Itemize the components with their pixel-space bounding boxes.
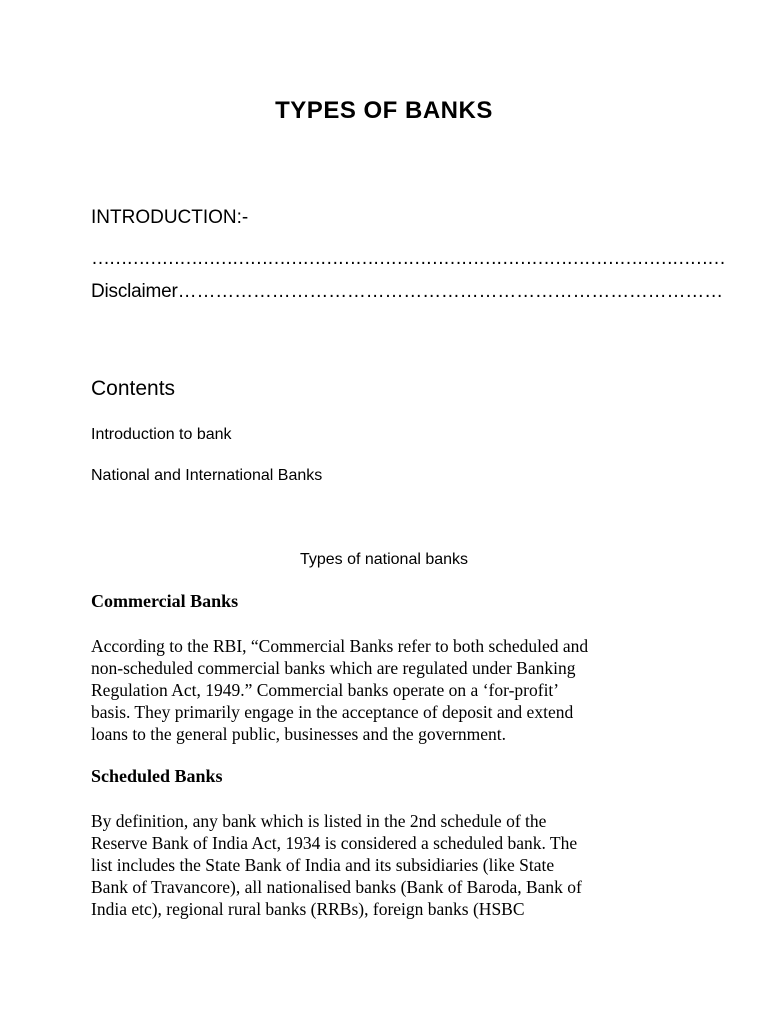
section-subheading: Types of national banks <box>299 551 469 568</box>
paragraph-line: Reserve Bank of India Act, 1934 is considered a scheduled bank. The <box>91 833 578 853</box>
paragraph-line: According to the RBI, “Commercial Banks refer to both scheduled and <box>91 636 589 656</box>
scheduled-banks-paragraph <box>91 810 691 920</box>
paragraph-line: basis. They primarily engage in the acceptance of deposit and extend <box>91 702 574 722</box>
paragraph-line: list includes the State Bank of India and its subsidiaries (like State <box>91 855 555 875</box>
introduction-dotted-line: ……………………………………………………………………………………………… <box>91 248 725 269</box>
contents-item-national-international: National and International Banks <box>91 467 323 484</box>
paragraph-line: Bank of Travancore), all nationalised banks (Bank of Baroda, Bank of <box>91 877 582 897</box>
document-title: TYPES OF BANKS <box>275 97 493 124</box>
contents-item-introduction: Introduction to bank <box>91 426 232 443</box>
paragraph-line: loans to the general public, businesses and the government. <box>91 724 507 744</box>
paragraph-line: India etc), regional rural banks (RRBs), foreign banks (HSBC <box>91 899 525 919</box>
paragraph-line: Regulation Act, 1949.” Commercial banks operate on a ‘for-profit’ <box>91 680 560 700</box>
disclaimer-line: Disclaimer…………………………………………………………………………… <box>91 281 723 302</box>
commercial-banks-paragraph <box>91 635 691 745</box>
paragraph-line: By definition, any bank which is listed in the 2nd schedule of the <box>91 811 547 831</box>
contents-heading: Contents <box>91 377 176 400</box>
scheduled-banks-heading: Scheduled Banks <box>91 766 223 786</box>
introduction-label: INTRODUCTION:- <box>91 207 249 228</box>
paragraph-line: non-scheduled commercial banks which are regulated under Banking <box>91 658 576 678</box>
commercial-banks-heading: Commercial Banks <box>91 591 239 611</box>
